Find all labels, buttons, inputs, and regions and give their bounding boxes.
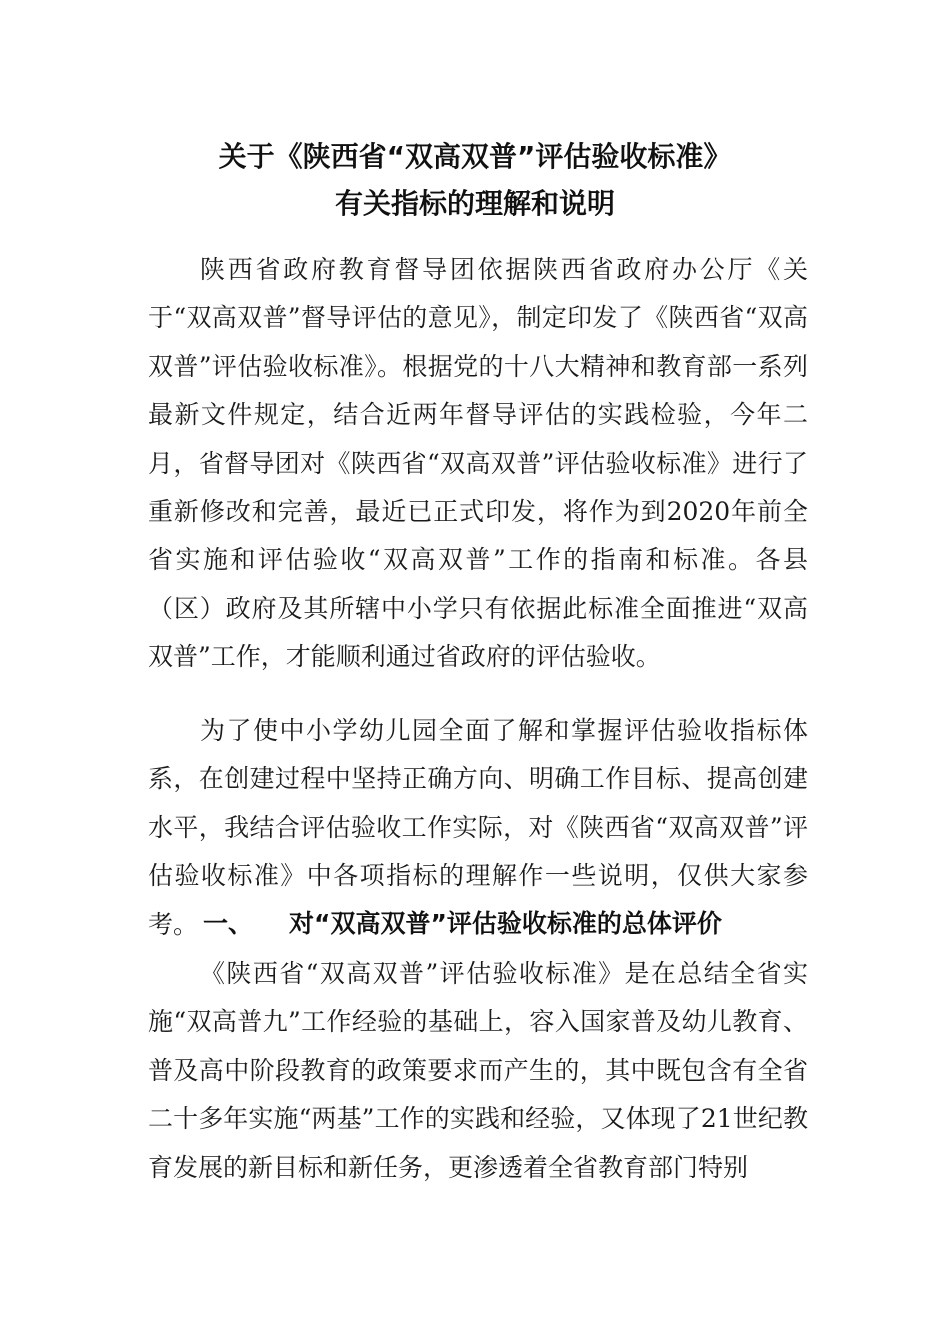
- body-paragraph-2: 为了使中小学幼儿园全面了解和掌握评估验收指标体系，在创建过程中坚持正确方向、明确工作目标、提高创建水平，我结合评估验收工作实际，对《陕西省“双高双普”评估验收标准》中各项指标的理解作一些说明，仅供大家参考。: [148, 716, 808, 939]
- section-title: 对“双高双普”评估验收标准的总体评价: [289, 909, 722, 938]
- document-title-line1: 关于《陕西省“双高双普”评估验收标准》: [218, 140, 732, 173]
- document-title-line2: 有关指标的理解和说明: [334, 187, 615, 220]
- section-number: 一、: [203, 909, 254, 938]
- section-heading-1: [203, 904, 722, 940]
- body-paragraph-3: 《陕西省“双高双普”评估验收标准》是在总结全省实施“双高普九”工作经验的基础上，容入国家普及幼儿教育、普及高中阶段教育的政策要求而产生的，其中既包含有全省二十多年实施“两基”工作的实践和经验，又体现了21世纪教育发展的新目标和新任务，更渗透着全省教育部门特别: [148, 959, 808, 1182]
- body-paragraph-1: 陕西省政府教育督导团依据陕西省政府办公厅《关于“双高双普”督导评估的意见》，制定印发了《陕西省“双高双普”评估验收标准》。根据党的十八大精神和教育部一系列最新文件规定，结合近两年督导评估的实践检验，今年二月，省督导团对《陕西省“双高双普”评估验收标准》进行了重新修改和完善，最近已正式印发，将作为到2020年前全省实施和评估验收“双高双普”工作的指南和标准。各县（区）政府及其所辖中小学只有依据此标准全面推进“双高双普”工作，才能顺利通过省政府的评估验收。: [148, 255, 808, 672]
